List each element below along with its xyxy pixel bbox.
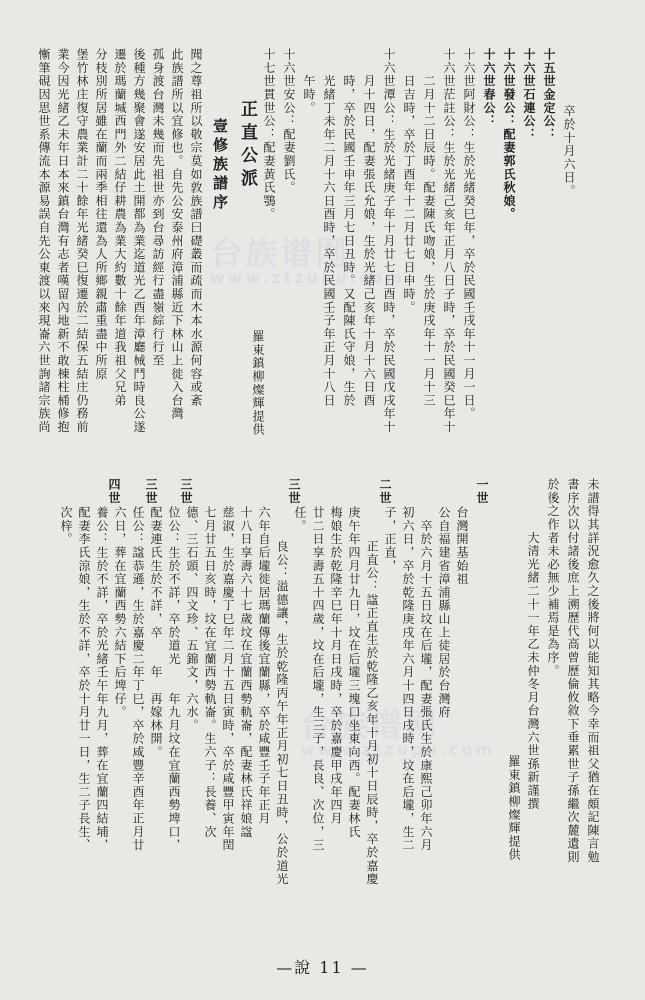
gen-3-label: 三世 bbox=[287, 478, 301, 505]
gen-3c-line: 六日，葬在宜蘭西勢六結下后埤仔。 bbox=[113, 506, 127, 719]
gen-2-line: 梅娘生於乾隆辛巳年十月日戌時，卒於嘉慶甲戌年四月 bbox=[329, 506, 343, 826]
upper-line: 十五世金定公： bbox=[542, 48, 556, 142]
credit-lower: 羅東鎮柳燦輝提供 bbox=[507, 755, 521, 862]
upper-line: 十六世發公：配妻郭氏秋娘。 bbox=[502, 48, 516, 221]
gen-3b-line: 配妻連氏生於不詳，卒 年 再嫁林開。 bbox=[149, 506, 163, 759]
upper-line: 日吉時，卒於丁酉年十二月廿七日申時。 bbox=[402, 48, 416, 314]
gen-3-line: 七月廿五日亥時，坟在宜蘭西勢軌崙。生六子：長養、次 bbox=[203, 506, 217, 839]
gen-1-line: 初六日，卒於乾隆庚戌年六月十四日戌時，坟在后壠，生二 bbox=[401, 506, 415, 852]
gen-3-line: 慈淑，生於嘉慶丁巳年二月十五日寅時，卒於咸豐甲寅年閏 bbox=[221, 506, 235, 852]
gen-1-line: 公自福建省漳浦縣山上徒居於台灣府 bbox=[437, 506, 451, 719]
gen-1-line: 子，正直， bbox=[383, 506, 397, 573]
upper-line: 二月十二日辰時。配妻陳氏吻娘，生於庚戌年十一月十三 bbox=[422, 48, 436, 408]
preface-line: 業今因光緒乙未年日本來鎮台灣有志者嘆留內地新不敢棟柱桶修抱 bbox=[56, 48, 70, 434]
gen-4-line: 養公：生於不詳，卒於光緒壬午年九月，葬在宜蘭四結埔， bbox=[95, 506, 109, 852]
watermark-text: 台族谱网 bbox=[210, 234, 351, 272]
intro-line: 大清光緒二十一年乙未仲冬月台灣六世孫新謹撰 bbox=[526, 478, 540, 811]
gen-3-line: 德、三石頭、四文珍、五錦文，六水。 bbox=[185, 506, 199, 733]
upper-line: 十七世貫世公：配妻黃氏鶚。 bbox=[262, 48, 276, 221]
page-number: —說 11 — bbox=[276, 958, 369, 977]
gen-3b-line: 位公：生於不詳，卒於道光 年九月坟在宜蘭西勢埤口， bbox=[167, 506, 181, 852]
upper-line: 十六世茫註公：生於光緒己亥年正月八日子時，卒於民國癸巳年十 bbox=[442, 48, 456, 434]
gen-3c-label: 三世 bbox=[144, 478, 158, 505]
preface-line: 分枝別所居雖在蘭而兩季相往還為人所鄉親肅重盡中所原 bbox=[94, 48, 108, 381]
upper-line: 卒於十月六日。 bbox=[562, 78, 576, 198]
preface-line: 遷於瑪蘭堿西門外二結仔耕農為業大約數十餘年道我祖父兄弟 bbox=[113, 48, 127, 408]
watermark-text-lower: 台族谱网 bbox=[300, 706, 441, 744]
upper-line: 光緒丁未年二月十六日酉時，卒於民國壬子年正月十八日 bbox=[322, 48, 336, 408]
upper-line: 午時。 bbox=[302, 48, 316, 115]
watermark-url: www.ztzupu.com bbox=[210, 268, 406, 287]
preface-title: 壹修族譜序 bbox=[211, 118, 229, 213]
gen-3-line: 十八日享壽六十七歲坟在宜蘭西勢軌崙，配妻林氏祥娘諡 bbox=[239, 506, 253, 839]
gen-3-line: 六年自后壠徙居瑪蘭傳後宜蘭縣，卒於咸豐壬子年正月 bbox=[257, 506, 271, 826]
gen-2-line: 任。 bbox=[293, 506, 307, 533]
upper-line: 月十四日，配妻張氏允娘，生於光緒己亥年十月十六日酉 bbox=[362, 48, 376, 408]
gen-1-line: 台灣開基始祖 bbox=[455, 506, 469, 586]
intro-line: 於後之作者未必無少補焉是為序。 bbox=[546, 478, 560, 678]
section-heading: 正直公派 bbox=[237, 100, 257, 192]
gen-3b-label: 三世 bbox=[179, 478, 193, 505]
upper-line: 時，卒於民國壬申年三月七日丑時。又配陳氏守娘，生於 bbox=[342, 48, 356, 408]
credit-upper: 羅東鎮柳燦輝提供 bbox=[251, 330, 265, 437]
preface-line: 聞之尊祖所以敬宗莫如敦族譜曰礎叢而疏而木本水源何容或紊 bbox=[189, 48, 203, 408]
preface-line: 堡竹林庄復守農業計二十餘年光緒癸巳復遷於二結保五結庄仍務前 bbox=[75, 48, 89, 434]
gen-1-line: 卒於六月十五日坟在后壠，配妻張氏生於康熙己卯年六月 bbox=[419, 506, 433, 852]
gen-3-line: 良公：溢德讓，生於乾隆丙午年正月初七日丑時，公於道光 bbox=[275, 540, 289, 886]
upper-line: 十六世安公：配妻劉氏。 bbox=[282, 48, 296, 195]
preface-line: 孤身渡台灣未幾而先祖世亦到台尋訪經行盡嶺綜行行至 bbox=[151, 48, 165, 368]
preface-line: 後種方幾聚會遂安居此土開都為業迄道光乙酉年漳廳械鬥時良公遂 bbox=[132, 48, 146, 434]
upper-line: 十六世阿財公：生於光緒癸巳年，卒於民國壬戌年十一月一日。 bbox=[462, 48, 476, 421]
intro-line: 未譜得其詳況愈久之後將何以能知其略今幸而祖父猶在頗記陳言勉 bbox=[586, 478, 600, 864]
watermark-url-lower: www.ztzupu.com bbox=[300, 740, 496, 759]
gen-1-label: 一世 bbox=[475, 478, 489, 505]
gen-2-label: 二世 bbox=[378, 478, 392, 505]
preface-line: 此族譜所以宜修也。自先公安泰州府漳浦縣近下林山上徙入台灣 bbox=[170, 48, 184, 421]
intro-line: 書序次以付諸後庶上溯歷代高曾歷倫攸敘下垂累世子孫繼次麓遺則 bbox=[566, 478, 580, 864]
upper-line: 十六世春公： bbox=[482, 48, 496, 128]
preface-line: 慚筆硯因思世系傳流本源易誤自先公東渡以來現崙六世詢諸宗族尚 bbox=[37, 48, 51, 434]
gen-2-line: 庚午年四月廿九日，坟在后壠三塊口坐東向西。配妻林氏 bbox=[347, 506, 361, 839]
gen-4-line: 次梓。 bbox=[59, 506, 73, 546]
gen-2-line: 正直公：諡正直生於乾隆乙亥年十月初十日辰時，卒於嘉慶 bbox=[365, 540, 379, 886]
gen-2-line: 廿二日享壽五十四歲，坟在后壠，生三子，長良、次位，三 bbox=[311, 506, 325, 852]
gen-3c-line: 任公：諡恭遜，生於嘉慶二年丁巳，卒於咸豐辛酉年正月廿 bbox=[131, 506, 145, 852]
upper-line: 十六世潭公：生於光緒庚子年十月廿七日酉時，卒於民國戊戌年十 bbox=[382, 48, 396, 434]
gen-4-line: 配妻李氏涼娘，生於不詳，卒於十月廿一日，生二子長生、 bbox=[77, 506, 91, 852]
gen-4-label: 四世 bbox=[107, 478, 121, 505]
upper-line: 十六世石連公： bbox=[522, 48, 536, 142]
